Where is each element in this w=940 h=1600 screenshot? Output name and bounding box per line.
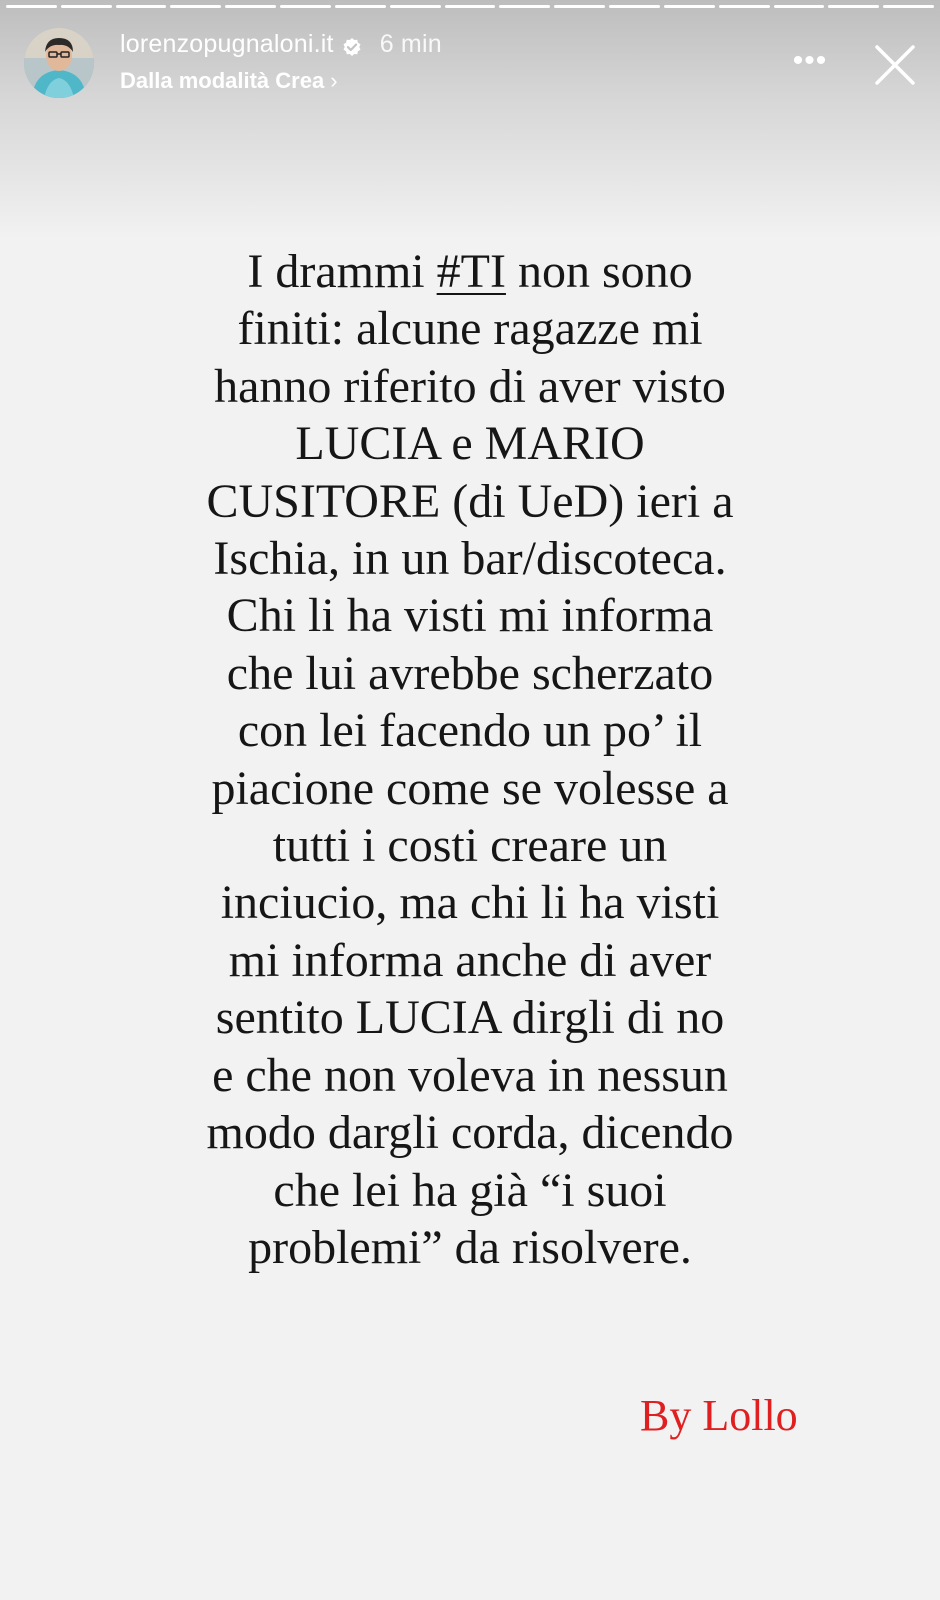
story-text-line: mi informa anche di aver <box>228 933 712 987</box>
story-text-line: finiti: alcune ragazze mi <box>237 302 703 356</box>
story-text-line: hanno riferito di aver visto <box>214 359 726 413</box>
hashtag-link[interactable]: #TI <box>436 245 506 298</box>
progress-segment <box>499 5 550 8</box>
progress-segment <box>719 5 770 8</box>
progress-segment <box>390 5 441 8</box>
post-time: 6 min <box>379 30 442 58</box>
story-text-line: Chi li ha visti mi informa <box>226 589 714 643</box>
signature-text: By Lollo <box>640 1391 798 1440</box>
chevron-right-icon: › <box>330 68 338 93</box>
progress-segment <box>445 5 496 8</box>
more-options-button[interactable] <box>790 46 830 86</box>
story-text-line <box>150 243 790 300</box>
progress-segment <box>774 5 825 8</box>
story-text-line: Ischia, in un bar/discoteca. <box>213 532 727 586</box>
close-icon <box>872 42 918 88</box>
story-text-line: problemi” da risolvere. <box>248 1220 692 1274</box>
story-progress-bar <box>6 5 934 8</box>
story-text <box>150 243 790 1276</box>
story-text-line: inciucio, ma chi li ha visti <box>220 876 720 930</box>
progress-segment <box>170 5 221 8</box>
avatar[interactable] <box>24 28 94 98</box>
story-text-fragment: I drammi <box>247 245 437 298</box>
progress-segment <box>6 5 57 8</box>
verified-badge-icon <box>342 35 362 55</box>
story-text-line: che lui avrebbe scherzato <box>226 646 714 700</box>
progress-segment <box>61 5 112 8</box>
progress-segment <box>609 5 660 8</box>
story-text-line: tutti i costi creare un <box>272 819 668 873</box>
story-header-meta <box>120 30 442 59</box>
create-mode-label: Dalla modalità Crea <box>120 68 325 93</box>
story-text-line: che lei ha già “i suoi <box>273 1163 667 1217</box>
story-text-line: CUSITORE (di UeD) ieri a <box>206 474 734 528</box>
progress-segment <box>664 5 715 8</box>
progress-segment <box>225 5 276 8</box>
progress-segment <box>280 5 331 8</box>
story-text-line: e che non voleva in nessun <box>212 1048 728 1102</box>
story-text-line: con lei facendo un po’ il <box>237 704 703 758</box>
progress-segment <box>554 5 605 8</box>
progress-segment <box>116 5 167 8</box>
close-button[interactable] <box>872 42 918 88</box>
progress-segment <box>883 5 934 8</box>
username[interactable]: lorenzopugnaloni.it <box>120 30 334 58</box>
more-options-icon: ••• <box>792 44 828 77</box>
story-text-line: modo dargli corda, dicendo <box>206 1106 734 1160</box>
story-text-line: piacione come se volesse a <box>211 761 729 815</box>
progress-segment <box>335 5 386 8</box>
story-text-fragment: non sono <box>505 245 693 298</box>
create-mode-link[interactable] <box>120 68 338 94</box>
progress-segment <box>828 5 879 8</box>
story-text-line: sentito LUCIA dirgli di no <box>215 991 725 1045</box>
story-text-line: LUCIA e MARIO <box>295 417 645 471</box>
